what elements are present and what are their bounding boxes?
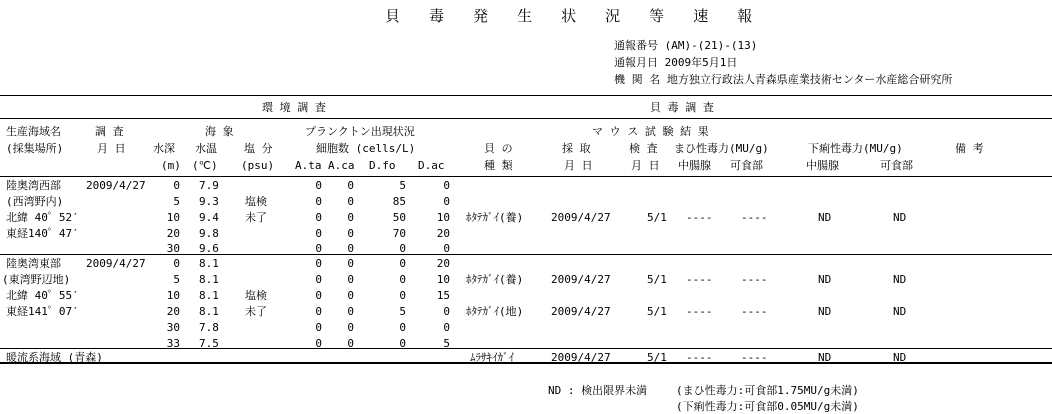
- psp-gland-header: 中腸腺: [678, 159, 711, 172]
- dac-value: 0: [443, 305, 450, 318]
- salinity-value: 未了: [245, 305, 267, 318]
- temp-value: 8.1: [199, 273, 219, 286]
- depth-value: 30: [166, 242, 180, 255]
- temp-value: 9.8: [199, 227, 219, 240]
- reporting-organization: 機 関 名 地方独立行政法人青森県産業技術センター水産総合研究所: [614, 73, 953, 86]
- salinity-unit: (psu): [241, 159, 275, 172]
- depth-value: 33: [166, 337, 180, 350]
- dsp-edible-value: ND: [893, 211, 907, 224]
- temp-value: 9.4: [199, 211, 219, 224]
- shell-header: 貝 の: [484, 142, 513, 155]
- sampling-header: 採 取: [562, 142, 591, 155]
- dfo-value: 5: [399, 305, 406, 318]
- toxin-survey-heading: 貝 毒 調 査: [650, 101, 714, 114]
- ata-value: 0: [315, 195, 322, 208]
- aca-value: 0: [347, 337, 354, 350]
- depth-header: 水深: [153, 142, 175, 155]
- dsp-gland-value: ND: [818, 351, 832, 364]
- dac-value: 0: [443, 195, 450, 208]
- depth-value: 30: [166, 321, 180, 334]
- survey-header: 調 査: [95, 125, 124, 138]
- psp-header: まひ性毒力(MU/g): [674, 142, 769, 155]
- ata-value: 0: [315, 211, 322, 224]
- test-date: 5/1: [647, 305, 667, 318]
- area-name: 暖流系海域 (青森): [6, 351, 103, 364]
- cells-header: 細胞数 (cells/L): [316, 142, 416, 155]
- dsp-limit-note: (下痢性毒力:可食部0.05MU/g未満): [676, 400, 859, 413]
- depth-value: 0: [173, 179, 180, 192]
- dfo-value: 85: [392, 195, 406, 208]
- aca-value: 0: [347, 211, 354, 224]
- page-title: 貝 毒 発 生 状 況 等 速 報: [385, 7, 763, 25]
- depth-value: 0: [173, 257, 180, 270]
- aca-value: 0: [347, 257, 354, 270]
- psp-edible-value: ----: [741, 351, 768, 364]
- sampling-date-header: 月 日: [564, 159, 593, 172]
- nd-note: ND : 検出限界未満: [548, 384, 648, 397]
- dsp-gland-value: ND: [818, 305, 832, 318]
- ata-value: 0: [315, 337, 322, 350]
- area-name: (東湾野辺地): [2, 273, 71, 286]
- sampling-place-header: (採集場所): [6, 142, 64, 155]
- psp-gland-value: ----: [686, 351, 713, 364]
- psp-edible-header: 可食部: [730, 159, 763, 172]
- aca-value: 0: [347, 195, 354, 208]
- aca-value: 0: [347, 242, 354, 255]
- header-bottom-rule: [0, 176, 1052, 177]
- dfo-value: 0: [399, 289, 406, 302]
- ata-value: 0: [315, 257, 322, 270]
- temp-value: 8.1: [199, 257, 219, 270]
- survey-date: 2009/4/27: [86, 179, 146, 192]
- dsp-gland-value: ND: [818, 211, 832, 224]
- temp-value: 9.6: [199, 242, 219, 255]
- depth-value: 10: [166, 289, 180, 302]
- remarks-header: 備 考: [955, 142, 984, 155]
- ata-value: 0: [315, 273, 322, 286]
- dfo-value: 0: [399, 321, 406, 334]
- ocean-header: 海 象: [205, 125, 234, 138]
- salinity-value: 塩検: [245, 289, 267, 302]
- dac-value: 5: [443, 337, 450, 350]
- header-rule: [0, 118, 1052, 119]
- psp-gland-value: ----: [686, 305, 713, 318]
- report-date: 通報月日 2009年5月1日: [614, 56, 738, 69]
- aca-value: 0: [347, 305, 354, 318]
- dsp-edible-value: ND: [893, 351, 907, 364]
- mouse-test-header: マ ウ ス 試 験 結 果: [592, 125, 709, 138]
- dsp-gland-value: ND: [818, 273, 832, 286]
- psp-limit-note: (まひ性毒力:可食部1.75MU/g未満): [676, 384, 859, 397]
- psp-edible-value: ----: [741, 273, 768, 286]
- area-name: 陸奥湾西部: [6, 179, 61, 192]
- shell-kind: ﾎﾀﾃｶﾞｲ(地): [466, 305, 524, 318]
- dac-value: 10: [436, 273, 450, 286]
- survey-date: 2009/4/27: [86, 257, 146, 270]
- temp-unit: (℃): [192, 159, 218, 172]
- area-name: 北緯 40゜52′: [6, 211, 79, 224]
- area-name: 東経141゜07′: [6, 305, 79, 318]
- dac-value: 10: [436, 211, 450, 224]
- ata-value: 0: [315, 242, 322, 255]
- sampling-date: 2009/4/27: [551, 211, 611, 224]
- depth-value: 5: [173, 273, 180, 286]
- area-name: 東経140゜47′: [6, 227, 79, 240]
- salinity-header: 塩 分: [244, 142, 273, 155]
- depth-value: 10: [166, 211, 180, 224]
- ata-value: 0: [315, 179, 322, 192]
- area-name: 北緯 40゜55′: [6, 289, 79, 302]
- dfo-value: 0: [399, 337, 406, 350]
- dfo-value: 0: [399, 273, 406, 286]
- table-top-rule: [0, 95, 1052, 96]
- dac-value: 15: [436, 289, 450, 302]
- ata-value: 0: [315, 289, 322, 302]
- dsp-gland-header: 中腸腺: [806, 159, 839, 172]
- depth-value: 5: [173, 195, 180, 208]
- shell-kind: ﾑﾗｻｷｲｶﾞｲ: [470, 351, 514, 364]
- temp-value: 8.1: [199, 305, 219, 318]
- temp-value: 7.9: [199, 179, 219, 192]
- salinity-value: 未了: [245, 211, 267, 224]
- dac-value: 0: [443, 242, 450, 255]
- survey-date-header: 月 日: [97, 142, 126, 155]
- shell-kind-header: 種 類: [484, 159, 513, 172]
- temp-value: 9.3: [199, 195, 219, 208]
- test-date-header: 月 日: [631, 159, 660, 172]
- area-name: (西湾野内): [6, 195, 64, 208]
- dsp-edible-value: ND: [893, 305, 907, 318]
- temp-value: 8.1: [199, 289, 219, 302]
- dsp-edible-header: 可食部: [880, 159, 913, 172]
- dfo-value: 70: [392, 227, 406, 240]
- salinity-value: 塩検: [245, 195, 267, 208]
- aca-value: 0: [347, 273, 354, 286]
- aca-value: 0: [347, 227, 354, 240]
- ata-header: A.ta: [295, 159, 322, 172]
- dfo-value: 0: [399, 242, 406, 255]
- sampling-date: 2009/4/27: [551, 305, 611, 318]
- dac-header: D.ac: [418, 159, 445, 172]
- test-header: 検 査: [629, 142, 658, 155]
- aca-value: 0: [347, 179, 354, 192]
- plankton-header: プランクトン出現状況: [305, 125, 415, 138]
- shell-kind: ﾎﾀﾃｶﾞｲ(養): [466, 273, 524, 286]
- dsp-edible-value: ND: [893, 273, 907, 286]
- ata-value: 0: [315, 321, 322, 334]
- aca-value: 0: [347, 289, 354, 302]
- temp-header: 水温: [195, 142, 217, 155]
- aca-header: A.ca: [328, 159, 355, 172]
- shell-kind: ﾎﾀﾃｶﾞｲ(養): [466, 211, 524, 224]
- test-date: 5/1: [647, 273, 667, 286]
- depth-value: 20: [166, 227, 180, 240]
- temp-value: 7.5: [199, 337, 219, 350]
- psp-edible-value: ----: [741, 305, 768, 318]
- dsp-header: 下痢性毒力(MU/g): [808, 142, 903, 155]
- dfo-value: 5: [399, 179, 406, 192]
- area-name: 陸奥湾東部: [6, 257, 61, 270]
- report-number: 通報番号 (AM)-(21)-(13): [614, 39, 758, 52]
- dac-value: 20: [436, 257, 450, 270]
- sampling-date: 2009/4/27: [551, 351, 611, 364]
- ata-value: 0: [315, 305, 322, 318]
- aca-value: 0: [347, 321, 354, 334]
- dfo-value: 0: [399, 257, 406, 270]
- sampling-date: 2009/4/27: [551, 273, 611, 286]
- depth-unit: (m): [161, 159, 181, 172]
- test-date: 5/1: [647, 211, 667, 224]
- psp-edible-value: ----: [741, 211, 768, 224]
- temp-value: 7.8: [199, 321, 219, 334]
- dfo-header: D.fo: [369, 159, 396, 172]
- dac-value: 0: [443, 321, 450, 334]
- ata-value: 0: [315, 227, 322, 240]
- depth-value: 20: [166, 305, 180, 318]
- test-date: 5/1: [647, 351, 667, 364]
- area-name-header: 生産海域名: [6, 125, 61, 138]
- env-survey-heading: 環 境 調 査: [262, 101, 326, 114]
- dfo-value: 50: [392, 211, 406, 224]
- psp-gland-value: ----: [686, 211, 713, 224]
- dac-value: 20: [436, 227, 450, 240]
- psp-gland-value: ----: [686, 273, 713, 286]
- dac-value: 0: [443, 179, 450, 192]
